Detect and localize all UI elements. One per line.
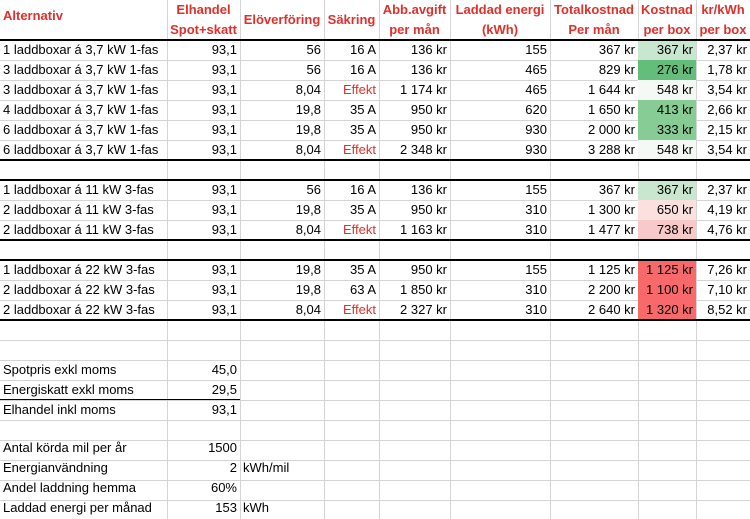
cell-elhandel[interactable]: 93,1 — [211, 222, 237, 237]
cell-sakring[interactable]: 63 A — [349, 282, 376, 297]
table-row[interactable] — [0, 300, 750, 320]
usage-label[interactable]: Laddad energi per månad — [3, 500, 152, 515]
cell-laddad-energi[interactable]: 155 — [525, 262, 547, 277]
cell-elhandel[interactable]: 93,1 — [211, 302, 237, 317]
header-total-sub[interactable]: Per mån — [568, 22, 620, 37]
cell-kr-per-kwh[interactable]: 4,76 kr — [707, 222, 747, 237]
cell-abb-avgift[interactable]: 136 kr — [410, 182, 447, 197]
table-row[interactable] — [0, 40, 750, 60]
usage-value[interactable]: 153 — [215, 500, 237, 515]
table-row[interactable] — [0, 180, 750, 200]
cell-kr-per-kwh[interactable]: 3,54 kr — [707, 142, 747, 157]
cell-kr-per-kwh[interactable]: 1,78 kr — [707, 62, 747, 77]
grid-hline — [0, 420, 750, 421]
cell-eloverforing[interactable]: 19,8 — [295, 282, 321, 297]
usage-unit: kWh/mil — [243, 460, 290, 475]
cell-kostnad-per-box[interactable]: 1 320 kr — [638, 300, 696, 320]
cell-kostnad-per-box[interactable]: 738 kr — [638, 220, 696, 240]
cell-laddad-energi[interactable]: 465 — [525, 82, 547, 97]
header-kostnad-sub[interactable]: per box — [643, 22, 691, 37]
cell-alternativ[interactable]: 6 laddboxar á 3,7 kW 1-fas — [3, 122, 159, 137]
cell-totalkostnad[interactable]: 1 125 kr — [588, 262, 635, 277]
cell-alternativ[interactable]: 3 laddboxar á 3,7 kW 1-fas — [3, 62, 159, 77]
cell-sakring[interactable]: 35 A — [349, 122, 376, 137]
cell-alternativ[interactable]: 4 laddboxar á 3,7 kW 1-fas — [3, 102, 159, 117]
cell-eloverforing[interactable]: 19,8 — [295, 202, 321, 217]
cell-abb-avgift[interactable]: 136 kr — [410, 62, 447, 77]
header-abb[interactable]: Abb.avgift — [382, 2, 447, 17]
cell-kostnad-per-box[interactable]: 367 kr — [638, 180, 696, 200]
cell-kostnad-per-box[interactable]: 276 kr — [638, 60, 696, 80]
cell-sakring[interactable]: 16 A — [349, 62, 376, 77]
table-row[interactable] — [0, 200, 750, 220]
group-border-bottom — [0, 159, 750, 161]
cell-kr-per-kwh[interactable]: 2,37 kr — [707, 42, 747, 57]
cell-totalkostnad[interactable]: 2 200 kr — [588, 282, 635, 297]
table-row[interactable] — [0, 140, 750, 160]
usage-label[interactable]: Energianvändning — [3, 460, 108, 475]
cell-kr-per-kwh[interactable]: 2,37 kr — [707, 182, 747, 197]
header-krkwh-sub[interactable]: per box — [699, 22, 747, 37]
table-row[interactable] — [0, 220, 750, 240]
cell-sakring[interactable]: 16 A — [349, 42, 376, 57]
header-krkwh[interactable]: kr/kWh — [701, 2, 745, 17]
header-elhandel-sub[interactable]: Spot+skatt — [170, 22, 237, 37]
header-elhandel[interactable]: Elhandel — [176, 2, 231, 17]
header-abb-sub[interactable]: per mån — [389, 22, 440, 37]
table-row[interactable] — [0, 260, 750, 280]
summary-underline — [0, 399, 240, 400]
cell-laddad-energi[interactable]: 155 — [525, 182, 547, 197]
cell-abb-avgift[interactable]: 950 kr — [410, 262, 447, 277]
cell-elhandel[interactable]: 93,1 — [211, 82, 237, 97]
cell-laddad-energi[interactable]: 155 — [525, 42, 547, 57]
summary-label[interactable]: Energiskatt exkl moms — [3, 382, 134, 397]
cell-sakring[interactable]: 35 A — [349, 102, 376, 117]
header-alternativ[interactable]: Alternativ — [3, 8, 63, 23]
cell-kr-per-kwh[interactable]: 3,54 kr — [707, 82, 747, 97]
cell-alternativ[interactable]: 2 laddboxar á 22 kW 3-fas — [3, 282, 155, 297]
cell-elhandel[interactable]: 93,1 — [211, 42, 237, 57]
cell-sakring[interactable]: 16 A — [349, 182, 376, 197]
summary-value[interactable]: 93,1 — [211, 402, 237, 417]
cell-laddad-energi[interactable]: 930 — [525, 122, 547, 137]
table-row[interactable] — [0, 100, 750, 120]
cell-alternativ[interactable]: 1 laddboxar á 11 kW 3-fas — [3, 182, 154, 197]
cell-elhandel[interactable]: 93,1 — [211, 182, 237, 197]
header-total[interactable]: Totalkostnad — [554, 2, 634, 17]
cell-elhandel[interactable]: 93,1 — [211, 102, 237, 117]
cell-eloverforing[interactable]: 19,8 — [295, 102, 321, 117]
usage-unit: kWh — [243, 500, 269, 515]
cell-elhandel[interactable]: 93,1 — [211, 282, 237, 297]
cell-abb-avgift[interactable]: 950 kr — [410, 122, 447, 137]
header-laddad[interactable]: Laddad energi — [455, 2, 545, 17]
summary-label[interactable]: Elhandel inkl moms — [3, 402, 116, 417]
group-border-top — [0, 259, 750, 261]
cell-totalkostnad[interactable]: 1 650 kr — [588, 102, 635, 117]
table-row[interactable] — [0, 60, 750, 80]
usage-label[interactable]: Antal körda mil per år — [3, 440, 127, 455]
cell-eloverforing[interactable]: 56 — [306, 62, 321, 77]
cell-eloverforing[interactable]: 19,8 — [295, 262, 321, 277]
cell-sakring[interactable]: 35 A — [349, 202, 376, 217]
table-row[interactable] — [0, 80, 750, 100]
usage-value[interactable]: 1500 — [208, 440, 237, 455]
cell-kostnad-per-box[interactable]: 413 kr — [638, 100, 696, 120]
cell-alternativ[interactable]: 2 laddboxar á 11 kW 3-fas — [3, 202, 154, 217]
group-border-bottom — [0, 319, 750, 321]
header-laddad-sub[interactable]: (kWh) — [481, 22, 519, 37]
cell-laddad-energi[interactable]: 310 — [525, 282, 547, 297]
cell-sakring[interactable]: Effekt — [342, 302, 376, 317]
cell-totalkostnad[interactable]: 367 kr — [598, 182, 635, 197]
cell-eloverforing[interactable]: 8,04 — [295, 142, 321, 157]
usage-label[interactable]: Andel laddning hemma — [3, 480, 136, 495]
cell-elhandel[interactable]: 93,1 — [211, 262, 237, 277]
cell-elhandel[interactable]: 93,1 — [211, 122, 237, 137]
cell-kostnad-per-box[interactable]: 650 kr — [638, 200, 696, 220]
group-border-bottom — [0, 239, 750, 241]
cell-laddad-energi[interactable]: 620 — [525, 102, 547, 117]
header-sakring[interactable]: Säkring — [327, 12, 376, 27]
cell-alternativ[interactable]: 2 laddboxar á 22 kW 3-fas — [3, 302, 155, 317]
group-border-top — [0, 39, 750, 41]
cell-elhandel[interactable]: 93,1 — [211, 142, 237, 157]
cell-kostnad-per-box[interactable]: 333 kr — [638, 120, 696, 140]
cell-abb-avgift[interactable]: 1 174 kr — [400, 82, 447, 97]
cell-kostnad-per-box[interactable]: 548 kr — [638, 80, 696, 100]
cell-kr-per-kwh[interactable]: 7,26 kr — [707, 262, 747, 277]
usage-value[interactable]: 60% — [210, 480, 237, 495]
cell-sakring[interactable]: Effekt — [342, 82, 376, 97]
cell-alternativ[interactable]: 1 laddboxar á 3,7 kW 1-fas — [3, 42, 159, 57]
cell-laddad-energi[interactable]: 310 — [525, 202, 547, 217]
cell-abb-avgift[interactable]: 1 163 kr — [400, 222, 447, 237]
cell-alternativ[interactable]: 3 laddboxar á 3,7 kW 1-fas — [3, 82, 159, 97]
cell-kr-per-kwh[interactable]: 8,52 kr — [707, 302, 747, 317]
cell-abb-avgift[interactable]: 950 kr — [410, 102, 447, 117]
cell-totalkostnad[interactable]: 3 288 kr — [588, 142, 635, 157]
cell-kostnad-per-box[interactable]: 367 kr — [638, 40, 696, 60]
cell-alternativ[interactable]: 2 laddboxar á 11 kW 3-fas — [3, 222, 154, 237]
cell-kr-per-kwh[interactable]: 7,10 kr — [707, 282, 747, 297]
cell-totalkostnad[interactable]: 829 kr — [598, 62, 635, 77]
grid-hline — [0, 340, 750, 341]
cell-kr-per-kwh[interactable]: 2,15 kr — [707, 122, 747, 137]
cell-abb-avgift[interactable]: 136 kr — [410, 42, 447, 57]
cell-abb-avgift[interactable]: 2 327 kr — [400, 302, 447, 317]
summary-label[interactable]: Spotpris exkl moms — [3, 362, 117, 377]
cell-sakring[interactable]: 35 A — [349, 262, 376, 277]
cell-laddad-energi[interactable]: 310 — [525, 302, 547, 317]
summary-value[interactable]: 29,5 — [211, 382, 237, 397]
cell-elhandel[interactable]: 93,1 — [211, 202, 237, 217]
cell-totalkostnad[interactable]: 2 000 kr — [588, 122, 635, 137]
cell-totalkostnad[interactable]: 1 644 kr — [588, 82, 635, 97]
header-eloverforing[interactable]: Elöverföring — [243, 12, 321, 27]
summary-value[interactable]: 45,0 — [211, 362, 237, 377]
cell-laddad-energi[interactable]: 310 — [525, 222, 547, 237]
cell-sakring[interactable]: Effekt — [342, 222, 376, 237]
cell-eloverforing[interactable]: 8,04 — [295, 302, 321, 317]
cell-abb-avgift[interactable]: 2 348 kr — [400, 142, 447, 157]
cell-kostnad-per-box[interactable]: 548 kr — [638, 140, 696, 160]
cell-laddad-energi[interactable]: 930 — [525, 142, 547, 157]
cell-totalkostnad[interactable]: 1 300 kr — [588, 202, 635, 217]
cell-elhandel[interactable]: 93,1 — [211, 62, 237, 77]
cell-kr-per-kwh[interactable]: 2,66 kr — [707, 102, 747, 117]
cell-alternativ[interactable]: 1 laddboxar á 22 kW 3-fas — [3, 262, 155, 277]
cell-eloverforing[interactable]: 8,04 — [295, 82, 321, 97]
cell-totalkostnad[interactable]: 2 640 kr — [588, 302, 635, 317]
cell-eloverforing[interactable]: 8,04 — [295, 222, 321, 237]
cell-kr-per-kwh[interactable]: 4,19 kr — [707, 202, 747, 217]
cell-totalkostnad[interactable]: 367 kr — [598, 42, 635, 57]
cell-alternativ[interactable]: 6 laddboxar á 3,7 kW 1-fas — [3, 142, 159, 157]
cell-totalkostnad[interactable]: 1 477 kr — [588, 222, 635, 237]
cell-abb-avgift[interactable]: 1 850 kr — [400, 282, 447, 297]
cell-sakring[interactable]: Effekt — [342, 142, 376, 157]
header-kostnad[interactable]: Kostnad — [641, 2, 693, 17]
cell-laddad-energi[interactable]: 465 — [525, 62, 547, 77]
cell-kostnad-per-box[interactable]: 1 125 kr — [638, 260, 696, 280]
table-row[interactable] — [0, 120, 750, 140]
group-border-top — [0, 179, 750, 181]
cell-eloverforing[interactable]: 56 — [306, 42, 321, 57]
cell-eloverforing[interactable]: 19,8 — [295, 122, 321, 137]
cell-kostnad-per-box[interactable]: 1 100 kr — [638, 280, 696, 300]
cell-abb-avgift[interactable]: 950 kr — [410, 202, 447, 217]
cell-eloverforing[interactable]: 56 — [306, 182, 321, 197]
table-row[interactable] — [0, 280, 750, 300]
usage-value[interactable]: 2 — [229, 460, 237, 475]
